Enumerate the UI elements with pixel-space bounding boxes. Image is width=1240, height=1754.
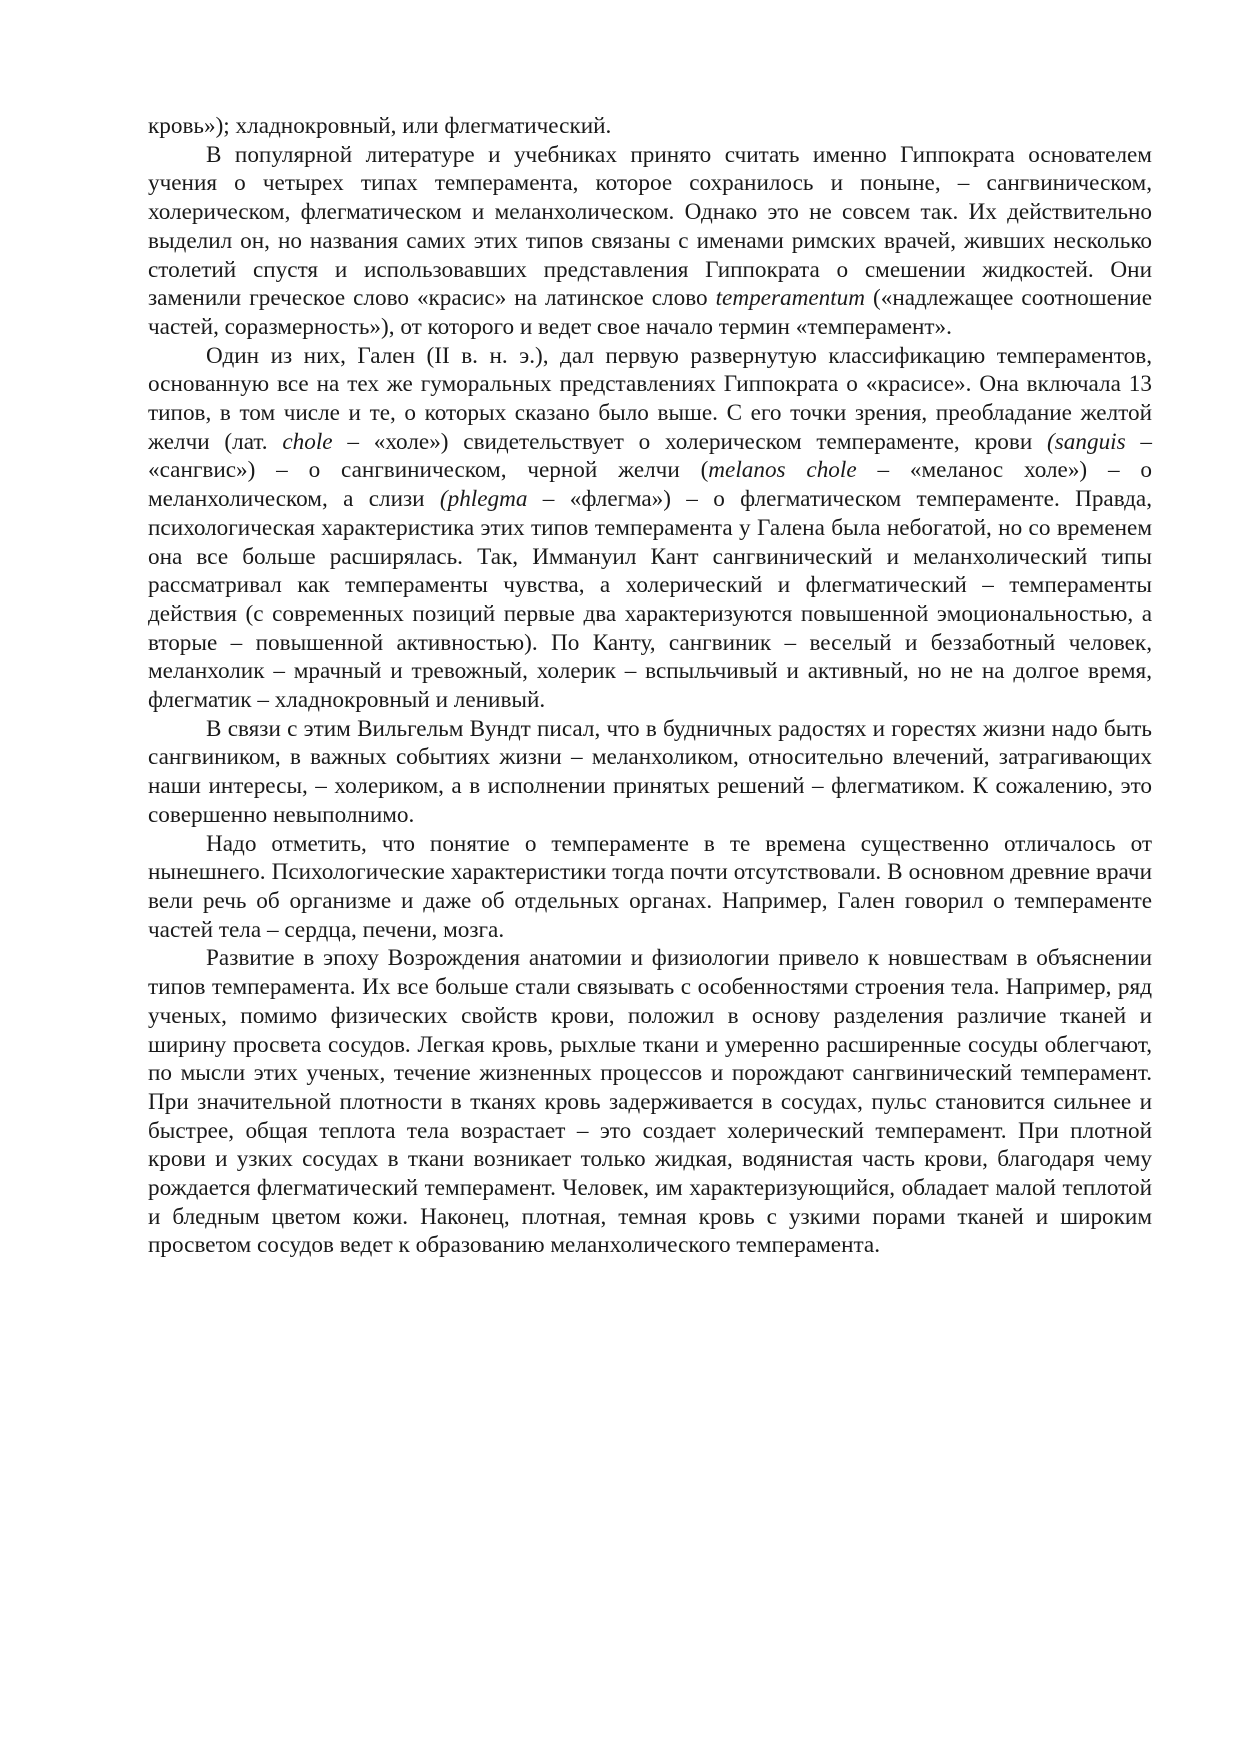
text-segment: – «холе») свидетельствует о холерическом темпераменте, крови [332, 428, 1048, 455]
text-segment: кровь»); хладнокровный, или флегматический. [148, 113, 612, 139]
text-segment: Надо отметить, что понятие о темпераменте в те времена существенно отличалось от нынешнего. Психологические характеристики тогда почти отсутствовали. В основном древние врачи вели речь об организме и даже об отдельных органах. Например, Гален говорил о темпераменте частей тела – сердца, печени, мозга. [148, 830, 1152, 943]
text-segment: – «сангвис») – о сангвиническом, черной желчи ( [148, 428, 1153, 484]
text-segment: В связи с этим Вильгельм Вундт писал, что в будничных радостях и горестях жизни надо быть сангвиником, в важных событиях жизни – меланхоликом, относительно влечений, затрагивающих наши интересы, – холериком, а в исполнении принятых решений – флегматиком. К сожалению, это совершенно невыполнимо. [148, 715, 1152, 828]
text-segment: («надлежащее соотношение частей, соразмерность»), от которого и ведет свое начало термин «темперамент». [148, 285, 1152, 340]
text-segment: – «меланос холе») – о меланхолическом, а слизи [148, 457, 1152, 513]
text-segment: – «флегма») – о флегматическом темпераменте. Правда, психологическая характеристика этих типов темперамента у Галена была небогатой, но со временем она все больше расширялась. Так, Иммануил Кант сангвинический и меланхолический типы рассматривал как темпераменты чувства, а холерический и флегматический – темпераменты действия (с современных позиций первые два характеризуются повышенной эмоциональностью, а вторые – повышенной активностью). По Канту, сангвиник – веселый и беззаботный человек, меланхолик – мрачный и тревожный, холерик – вспыльчивый и активный, но не на долгое время, флегматик – хладнокровный и ленивый. [148, 486, 1152, 714]
italic-term: (phlegma [439, 486, 528, 513]
paragraph [148, 830, 1152, 945]
paragraph [148, 944, 1152, 1260]
italic-term: temperamentum [715, 285, 865, 312]
italic-term: melanos chole [708, 457, 857, 484]
italic-term: (sanguis [1047, 428, 1126, 455]
text-segment: Развитие в эпоху Возрождения анатомии и физиологии привело к новшествам в объяснении типов темперамента. Их все больше стали связывать с особенностями строения тела. Например, ряд ученых, помимо физических свойств крови, положил в основу разделения различие тканей и ширину просвета сосудов. Легкая кровь, рыхлые ткани и умеренно расширенные сосуды облегчают, по мысли этих ученых, течение жизненных процессов и порождают сангвинический темперамент. При значительной плотности в тканях кровь задерживается в сосудах, пульс становится сильнее и быстрее, общая теплота тела возрастает – это создает холерический темперамент. При плотной крови и узких сосудах в ткани возникает только жидкая, водянистая часть крови, благодаря чему рождается флегматический темперамент. Человек, им характеризующийся, обладает малой теплотой и бледным цветом кожи. Наконец, плотная, темная кровь с узкими порами тканей и широким просветом сосудов ведет к образованию меланхолического темперамента. [148, 945, 1152, 1259]
paragraph [148, 715, 1152, 830]
text-segment: Один из них, Гален (II в. н. э.), дал первую развернутую классификацию темпераментов, основанную все на тех же гуморальных представлениях Гиппократа о «красисе». Она включала 13 типов, в том числе и те, о которых сказано было выше. С его точки зрения, преобладание желтой желчи (лат. [148, 342, 1152, 455]
italic-term: chole [282, 428, 333, 455]
document-page [148, 112, 1152, 1260]
paragraph [148, 112, 1152, 141]
paragraph [148, 141, 1152, 342]
text-segment: В популярной литературе и учебниках принято считать именно Гиппократа основателем учения о четырех типах темперамента, которое сохранилось и поныне, – сангвиническом, холерическом, флегматическом и меланхолическом. Однако это не совсем так. Их действительно выделил он, но названия самих этих типов связаны с именами римских врачей, живших несколько столетий спустя и использовавших представления Гиппократа о смешении жидкостей. Они заменили греческое слово «красис» на латинское слово [148, 141, 1152, 312]
paragraph [148, 342, 1152, 715]
